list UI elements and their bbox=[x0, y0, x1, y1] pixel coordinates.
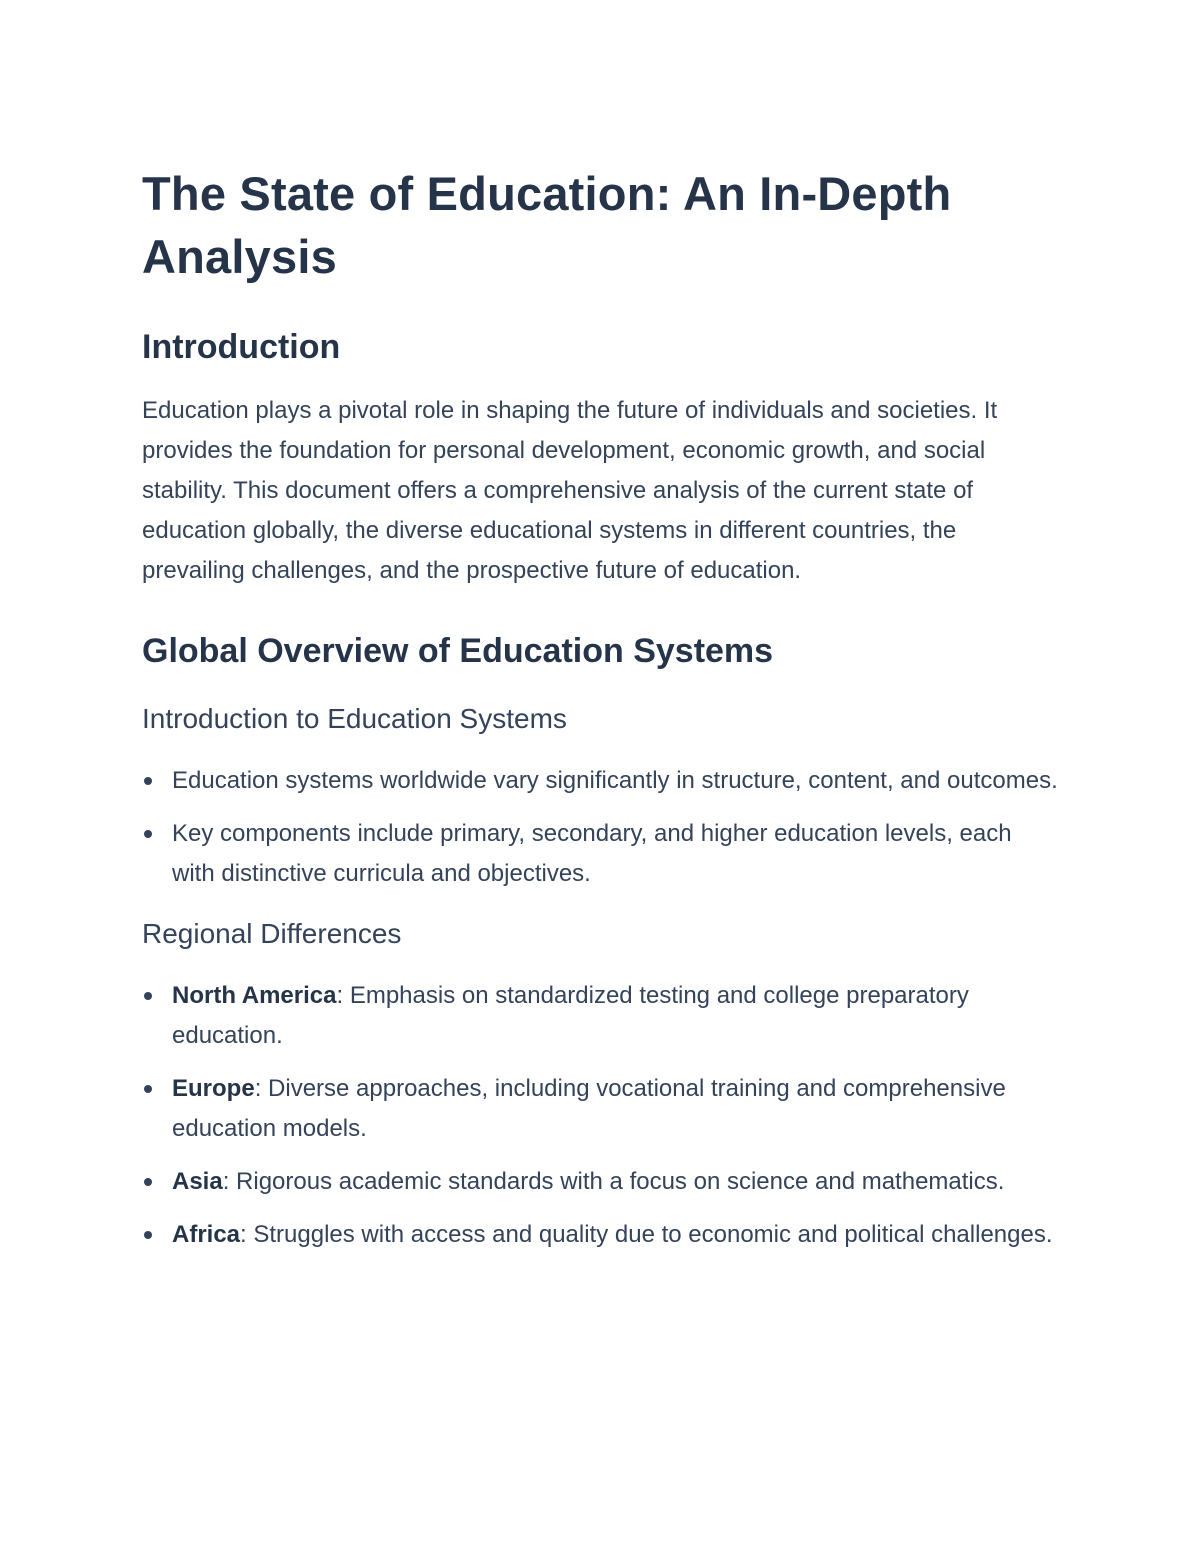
list-item-text: Education systems worldwide vary significantly in structure, content, and outcomes. bbox=[172, 767, 1058, 794]
region-term: Africa bbox=[172, 1221, 241, 1248]
list-item bbox=[142, 1162, 1060, 1202]
bullet-icon bbox=[144, 992, 152, 1000]
document-title: The State of Education: An In-Depth Analysis bbox=[142, 167, 952, 283]
bullet-icon bbox=[144, 777, 152, 785]
bullet-icon bbox=[144, 1178, 152, 1186]
list-item-text: Key components include primary, secondary, and higher education levels, each with distinctive curricula and objectives. bbox=[172, 820, 1012, 887]
bullet-icon bbox=[144, 1231, 152, 1239]
regional-differences-heading: Regional Differences bbox=[142, 918, 402, 949]
introduction-heading: Introduction bbox=[142, 328, 341, 366]
region-description: : Diverse approaches, including vocational training and comprehensive education models. bbox=[172, 1075, 1006, 1142]
region-term: Asia bbox=[172, 1168, 223, 1195]
region-term: North America bbox=[172, 982, 337, 1009]
region-description: : Rigorous academic standards with a focus on science and mathematics. bbox=[222, 1168, 1005, 1195]
education-systems-list bbox=[142, 761, 1060, 894]
regional-differences-list bbox=[142, 976, 1060, 1255]
global-overview-heading: Global Overview of Education Systems bbox=[142, 632, 774, 670]
education-systems-heading: Introduction to Education Systems bbox=[142, 703, 567, 734]
introduction-paragraph: Education plays a pivotal role in shaping the future of individuals and societies. It provides the foundation for personal development, economic growth, and social stability. This document offers a comprehensive analysis of the current state of education globally, the diverse educational systems in different countries, the prevailing challenges, and the prospective future of education. bbox=[142, 397, 998, 584]
list-item bbox=[142, 814, 1060, 894]
list-item bbox=[142, 1069, 1060, 1149]
region-description: : Struggles with access and quality due to economic and political challenges. bbox=[240, 1221, 1053, 1248]
bullet-icon bbox=[144, 830, 152, 838]
list-item bbox=[142, 976, 1060, 1056]
region-description: : Emphasis on standardized testing and college preparatory education. bbox=[172, 982, 969, 1049]
list-item bbox=[142, 1215, 1060, 1255]
bullet-icon bbox=[144, 1085, 152, 1093]
region-term: Europe bbox=[172, 1075, 255, 1102]
list-item bbox=[142, 761, 1060, 801]
